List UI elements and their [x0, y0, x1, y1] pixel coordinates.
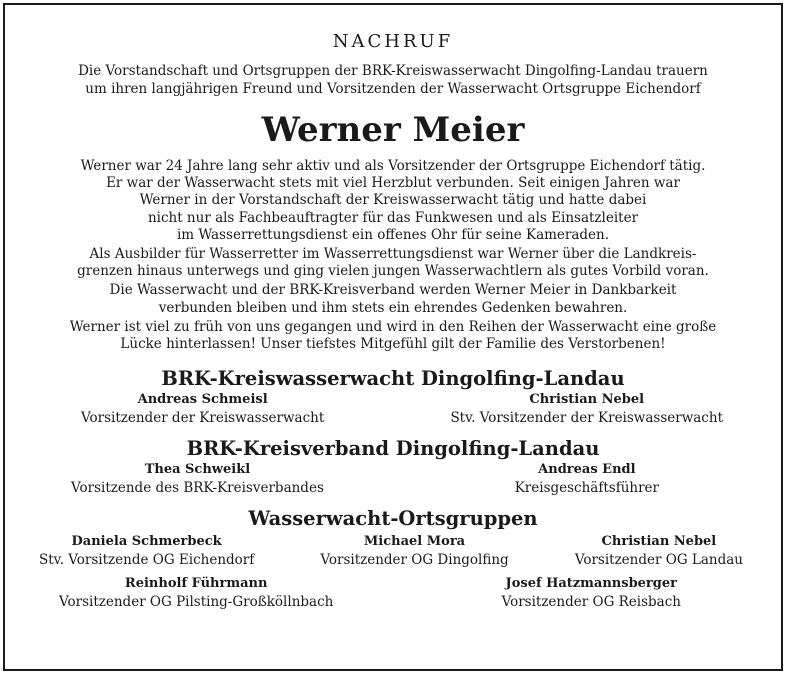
signatory [81, 391, 324, 427]
body-line: grenzen hinaus unterwegs und ging vielen jungen Wasserwachtlern als gutes Vorbild voran. [77, 263, 709, 280]
intro-line: Die Vorstandschaft und Ortsgruppen der BRK-Kreiswasserwacht Dingolfing-Landau trauern [78, 63, 708, 79]
signatory [71, 461, 324, 497]
section-title-kreisverband: BRK-Kreisverband Dingolfing-Landau [186, 437, 600, 461]
signatory [575, 533, 743, 569]
body-line: Er war der Wasserwacht stets mit viel Herzblut verbunden. Seit einigen Jahren war [106, 175, 680, 192]
obituary-frame [3, 3, 783, 671]
signatory-role: Vorsitzender OG Pilsting-Großköllnbach [59, 594, 334, 611]
signatories-ortsgruppen-row2 [5, 569, 781, 611]
signatory-role: Vorsitzende des BRK-Kreisverbandes [71, 480, 324, 497]
body-paragraph [5, 319, 781, 353]
signatory [39, 533, 254, 569]
signatory [59, 575, 333, 611]
deceased-name: Werner Meier [261, 110, 525, 150]
body-paragraph [5, 282, 781, 316]
signatory-name: Christian Nebel [529, 392, 645, 408]
body-line: verbunden bleiben und ihm stets ein ehrendes Gedenken bewahren. [158, 299, 628, 316]
body-paragraph [5, 246, 781, 280]
signatory-role: Stv. Vorsitzende OG Eichendorf [39, 552, 255, 569]
signatory-name: Daniela Schmerbeck [71, 534, 222, 550]
body-line: Als Ausbilder für Wasserretter im Wasserrettungsdienst war Werner über die Landkreis- [89, 246, 697, 263]
body-line: Werner ist viel zu früh von uns gegangen und wird in den Reihen der Wasserwacht eine große [69, 318, 717, 335]
body-line: Werner war 24 Jahre lang sehr aktiv und als Vorsitzender der Ortsgruppe Eichendorf tätig. [80, 158, 706, 174]
signatory-name: Josef Hatzmannsberger [505, 576, 677, 592]
signatories-kreiswasserwacht [5, 391, 781, 427]
body-paragraph [5, 158, 781, 244]
signatory-name: Michael Mora [363, 534, 466, 550]
obituary-body [5, 158, 781, 353]
signatory [450, 391, 723, 427]
body-line: Werner in der Vorstandschaft der Kreiswasserwacht tätig und hatte dabei [139, 192, 647, 209]
intro-text [5, 62, 781, 98]
body-line: nicht nur als Fachbeauftragter für das Funkwesen und als Einsatzleiter [147, 209, 639, 226]
signatory-name: Thea Schweikl [144, 462, 251, 478]
signatory-role: Vorsitzender OG Reisbach [501, 594, 681, 611]
obituary-heading: NACHRUF [332, 31, 454, 52]
signatory-role: Vorsitzender OG Dingolfing [320, 552, 509, 569]
signatory [320, 533, 508, 569]
section-title-ortsgruppen: Wasserwacht-Ortsgruppen [248, 507, 538, 531]
body-line: im Wasserrettungsdienst ein offenes Ohr für seine Kameraden. [176, 226, 610, 243]
section-title-kreiswasserwacht: BRK-Kreiswasserwacht Dingolfing-Landau [161, 367, 625, 391]
signatory-role: Kreisgeschäftsführer [514, 480, 659, 497]
signatory-role: Vorsitzender der Kreiswasserwacht [81, 410, 325, 427]
signatory-name: Christian Nebel [601, 534, 717, 550]
body-line: Die Wasserwacht und der BRK-Kreisverband werden Werner Meier in Dankbarkeit [109, 282, 677, 299]
signatory [515, 461, 659, 497]
signatory-name: Andreas Schmeisl [137, 392, 268, 408]
signatory-role: Stv. Vorsitzender der Kreiswasserwacht [450, 410, 723, 427]
signatories-ortsgruppen-row1 [5, 531, 781, 569]
signatory [502, 575, 681, 611]
intro-line: um ihren langjährigen Freund und Vorsitzenden der Wasserwacht Ortsgruppe Eichendorf [85, 81, 701, 97]
signatory-name: Reinholf Führmann [124, 576, 268, 592]
signatories-kreisverband [5, 461, 781, 497]
signatory-role: Vorsitzender OG Landau [574, 552, 743, 569]
body-line: Lücke hinterlassen! Unser tiefstes Mitgefühl gilt der Familie des Verstorbenen! [120, 336, 666, 353]
signatory-name: Andreas Endl [538, 462, 636, 478]
